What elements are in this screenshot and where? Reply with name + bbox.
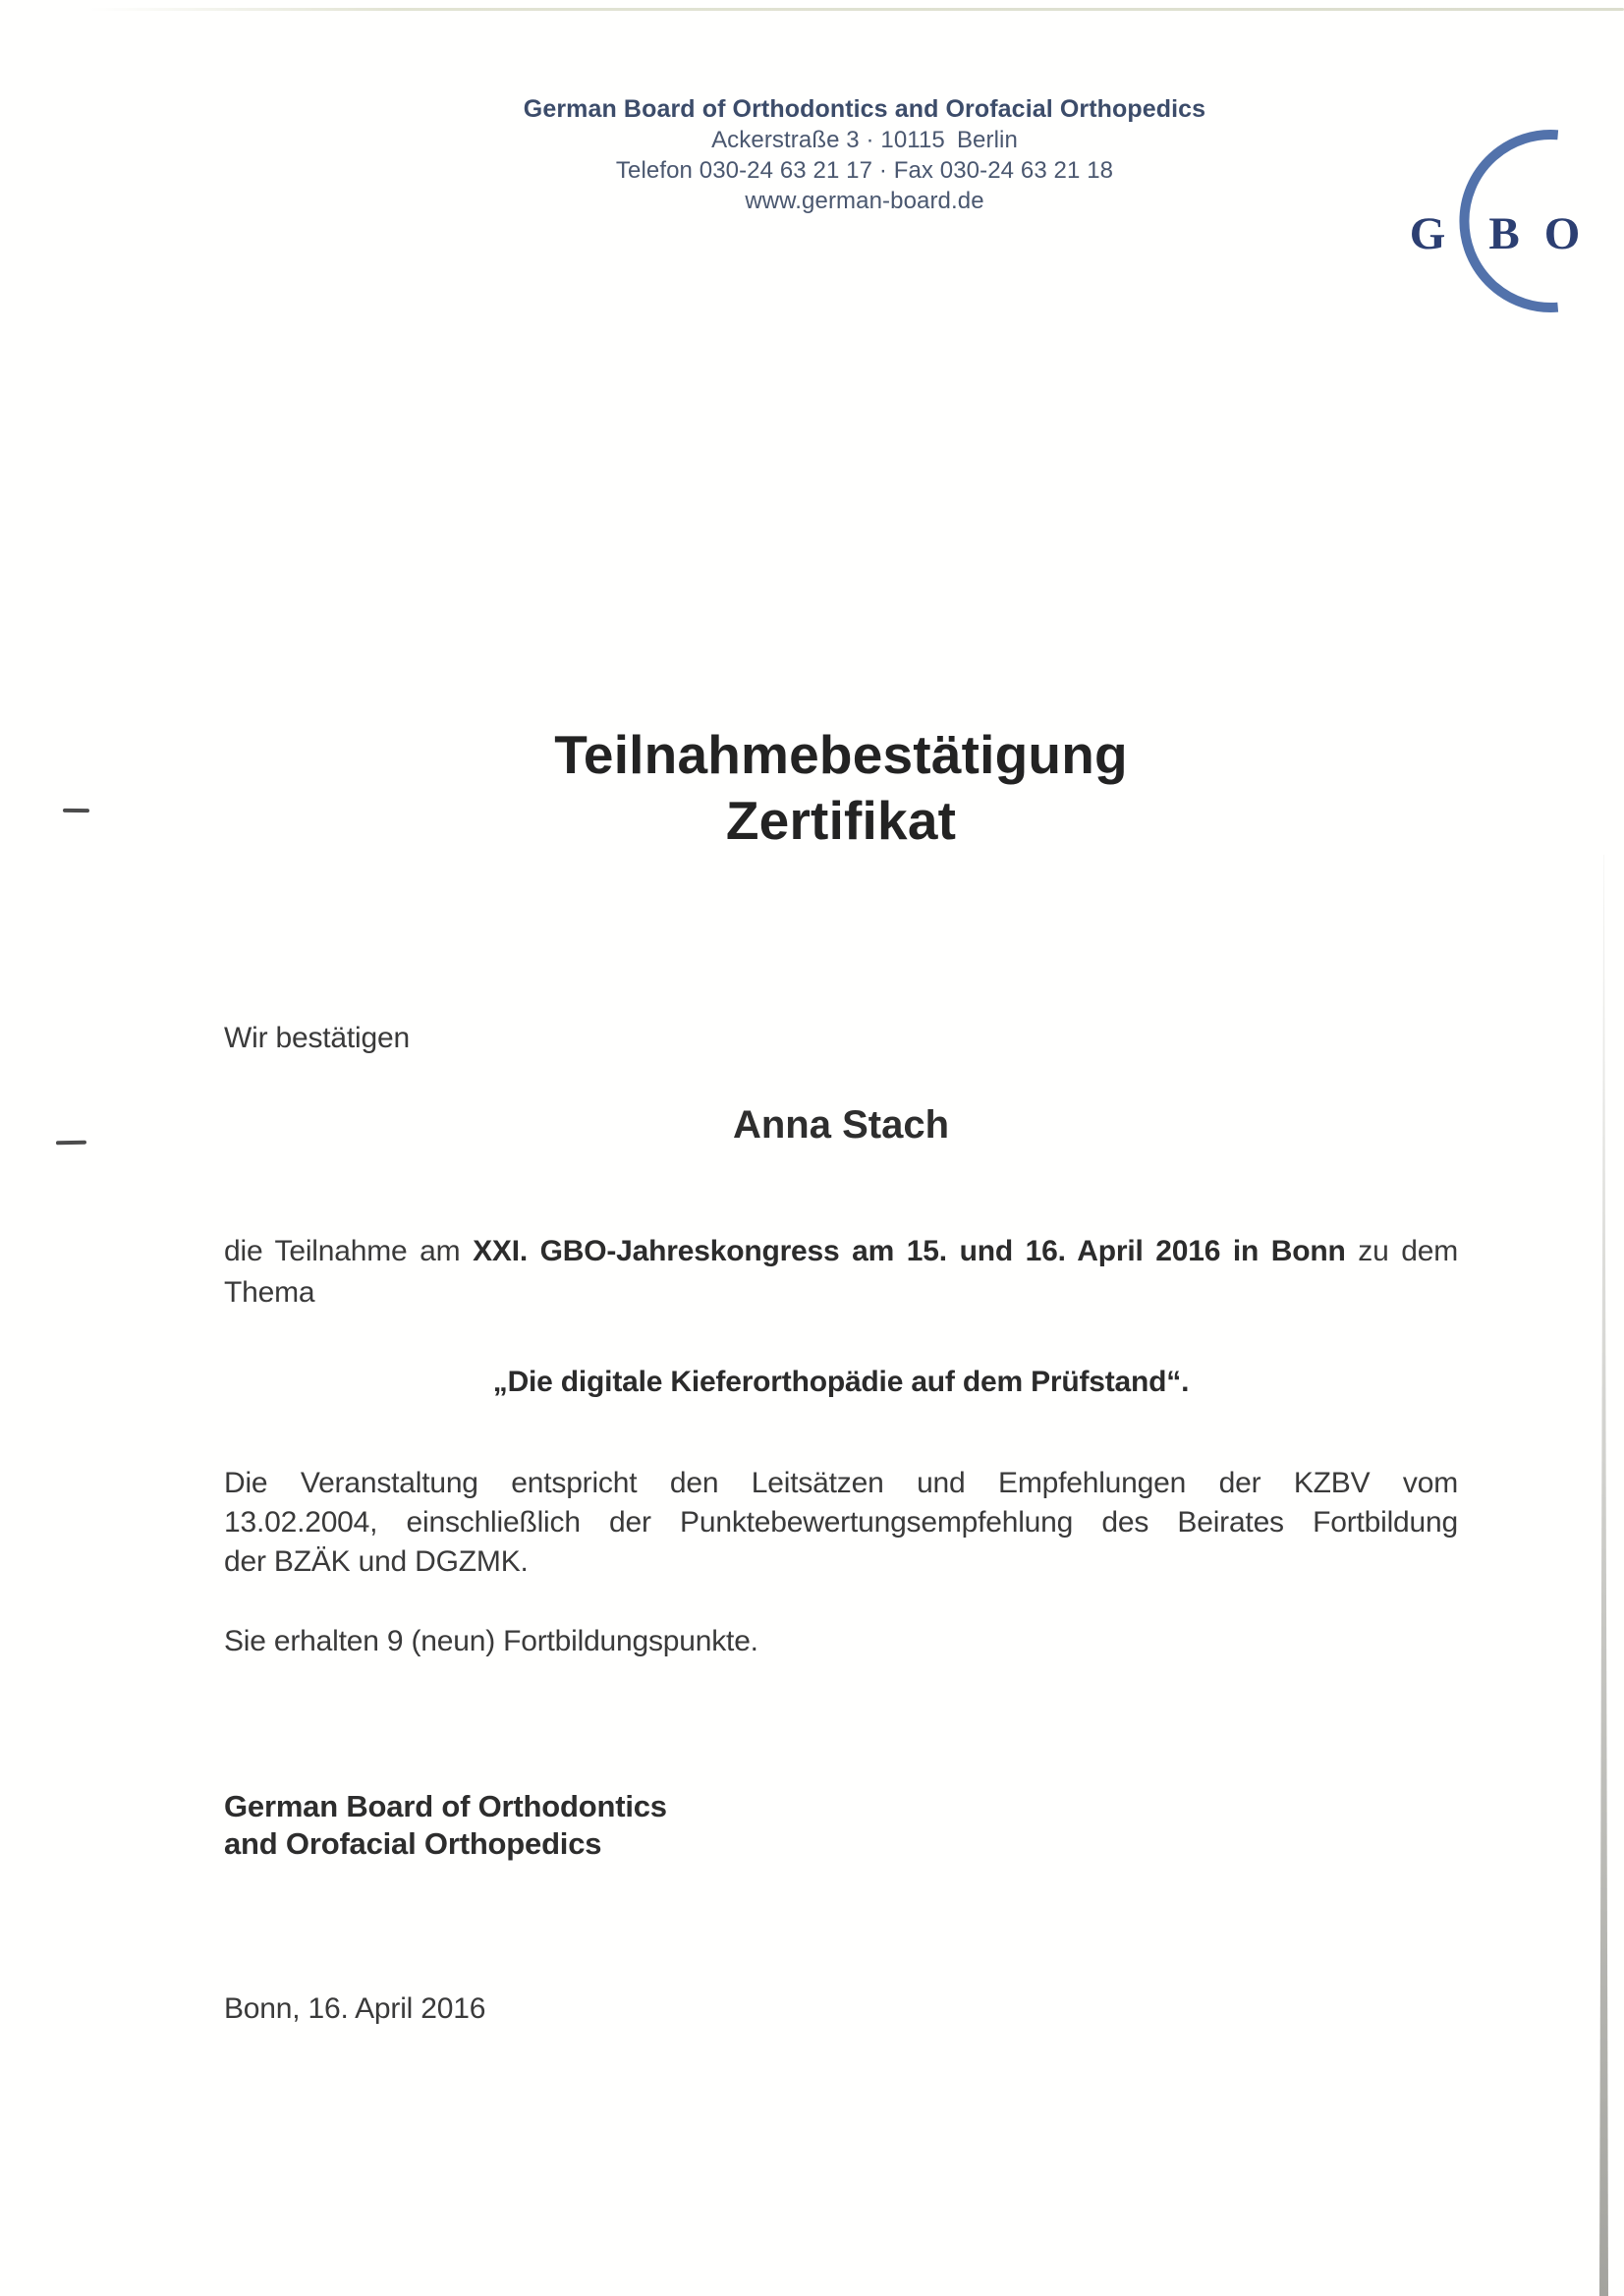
signature-block xyxy=(224,1788,1458,1863)
participation-line-1 xyxy=(224,1231,1458,1272)
scan-artifact-top xyxy=(88,8,1624,11)
attendee-name: Anna Stach xyxy=(732,1103,950,1147)
signature-org-line-2: and Orofacial Orthopedics xyxy=(224,1826,602,1861)
signature-org-line-1: German Board of Orthodontics xyxy=(224,1789,667,1823)
topic-quote: „Die digitale Kieferorthopädie auf dem Prüfstand“. xyxy=(492,1366,1190,1398)
gbo-logo-letter-b: B xyxy=(1488,208,1520,259)
gbo-logo-graphic xyxy=(1395,120,1596,326)
letterhead-org-name: German Board of Orthodontics and Orofacial Orthopedics xyxy=(523,95,1206,123)
letterhead-phone-fax: Telefon 030-24 63 21 17 · Fax 030-24 63 21 18 xyxy=(615,157,1114,184)
title-line-2: Zertifikat xyxy=(725,790,957,851)
participation-suffix: zu dem xyxy=(1345,1235,1458,1267)
letterhead-website: www.german-board.de xyxy=(745,188,984,214)
points-line: Sie erhalten 9 (neun) Fortbildungspunkte. xyxy=(224,1625,758,1657)
statement-line-1: Die Veranstaltung entspricht den Leitsätzen und Empfehlungen der KZBV vom xyxy=(224,1467,1458,1499)
letterhead-address: Ackerstraße 3 · 10115 Berlin xyxy=(711,127,1018,153)
statement-paragraph xyxy=(224,1464,1458,1582)
participation-event-bold: XXI. GBO-Jahreskongress am 15. und 16. April 2016 in Bonn xyxy=(473,1235,1346,1267)
place-date-line: Bonn, 16. April 2016 xyxy=(224,1992,486,2025)
statement-line-2: 13.02.2004, einschließlich der Punktebewertungsempfehlung des Beirates Fortbildung xyxy=(224,1506,1458,1539)
scan-artifact-right xyxy=(1599,855,1608,2296)
document-title xyxy=(224,722,1458,854)
title-line-1: Teilnahmebestätigung xyxy=(554,724,1128,785)
participation-line-2: Thema xyxy=(224,1276,315,1309)
confirm-intro: Wir bestätigen xyxy=(224,1022,410,1054)
fold-mark-bottom xyxy=(56,1141,86,1146)
participation-paragraph xyxy=(224,1231,1458,1314)
gbo-logo xyxy=(1395,120,1596,326)
fold-mark-top xyxy=(63,809,89,812)
letterhead xyxy=(422,94,1307,216)
participation-prefix: die Teilnahme am xyxy=(224,1235,474,1267)
statement-line-3: der BZÄK und DGZMK. xyxy=(224,1545,529,1578)
gbo-logo-letter-o: O xyxy=(1543,208,1581,259)
gbo-logo-letter-g: G xyxy=(1409,208,1446,259)
